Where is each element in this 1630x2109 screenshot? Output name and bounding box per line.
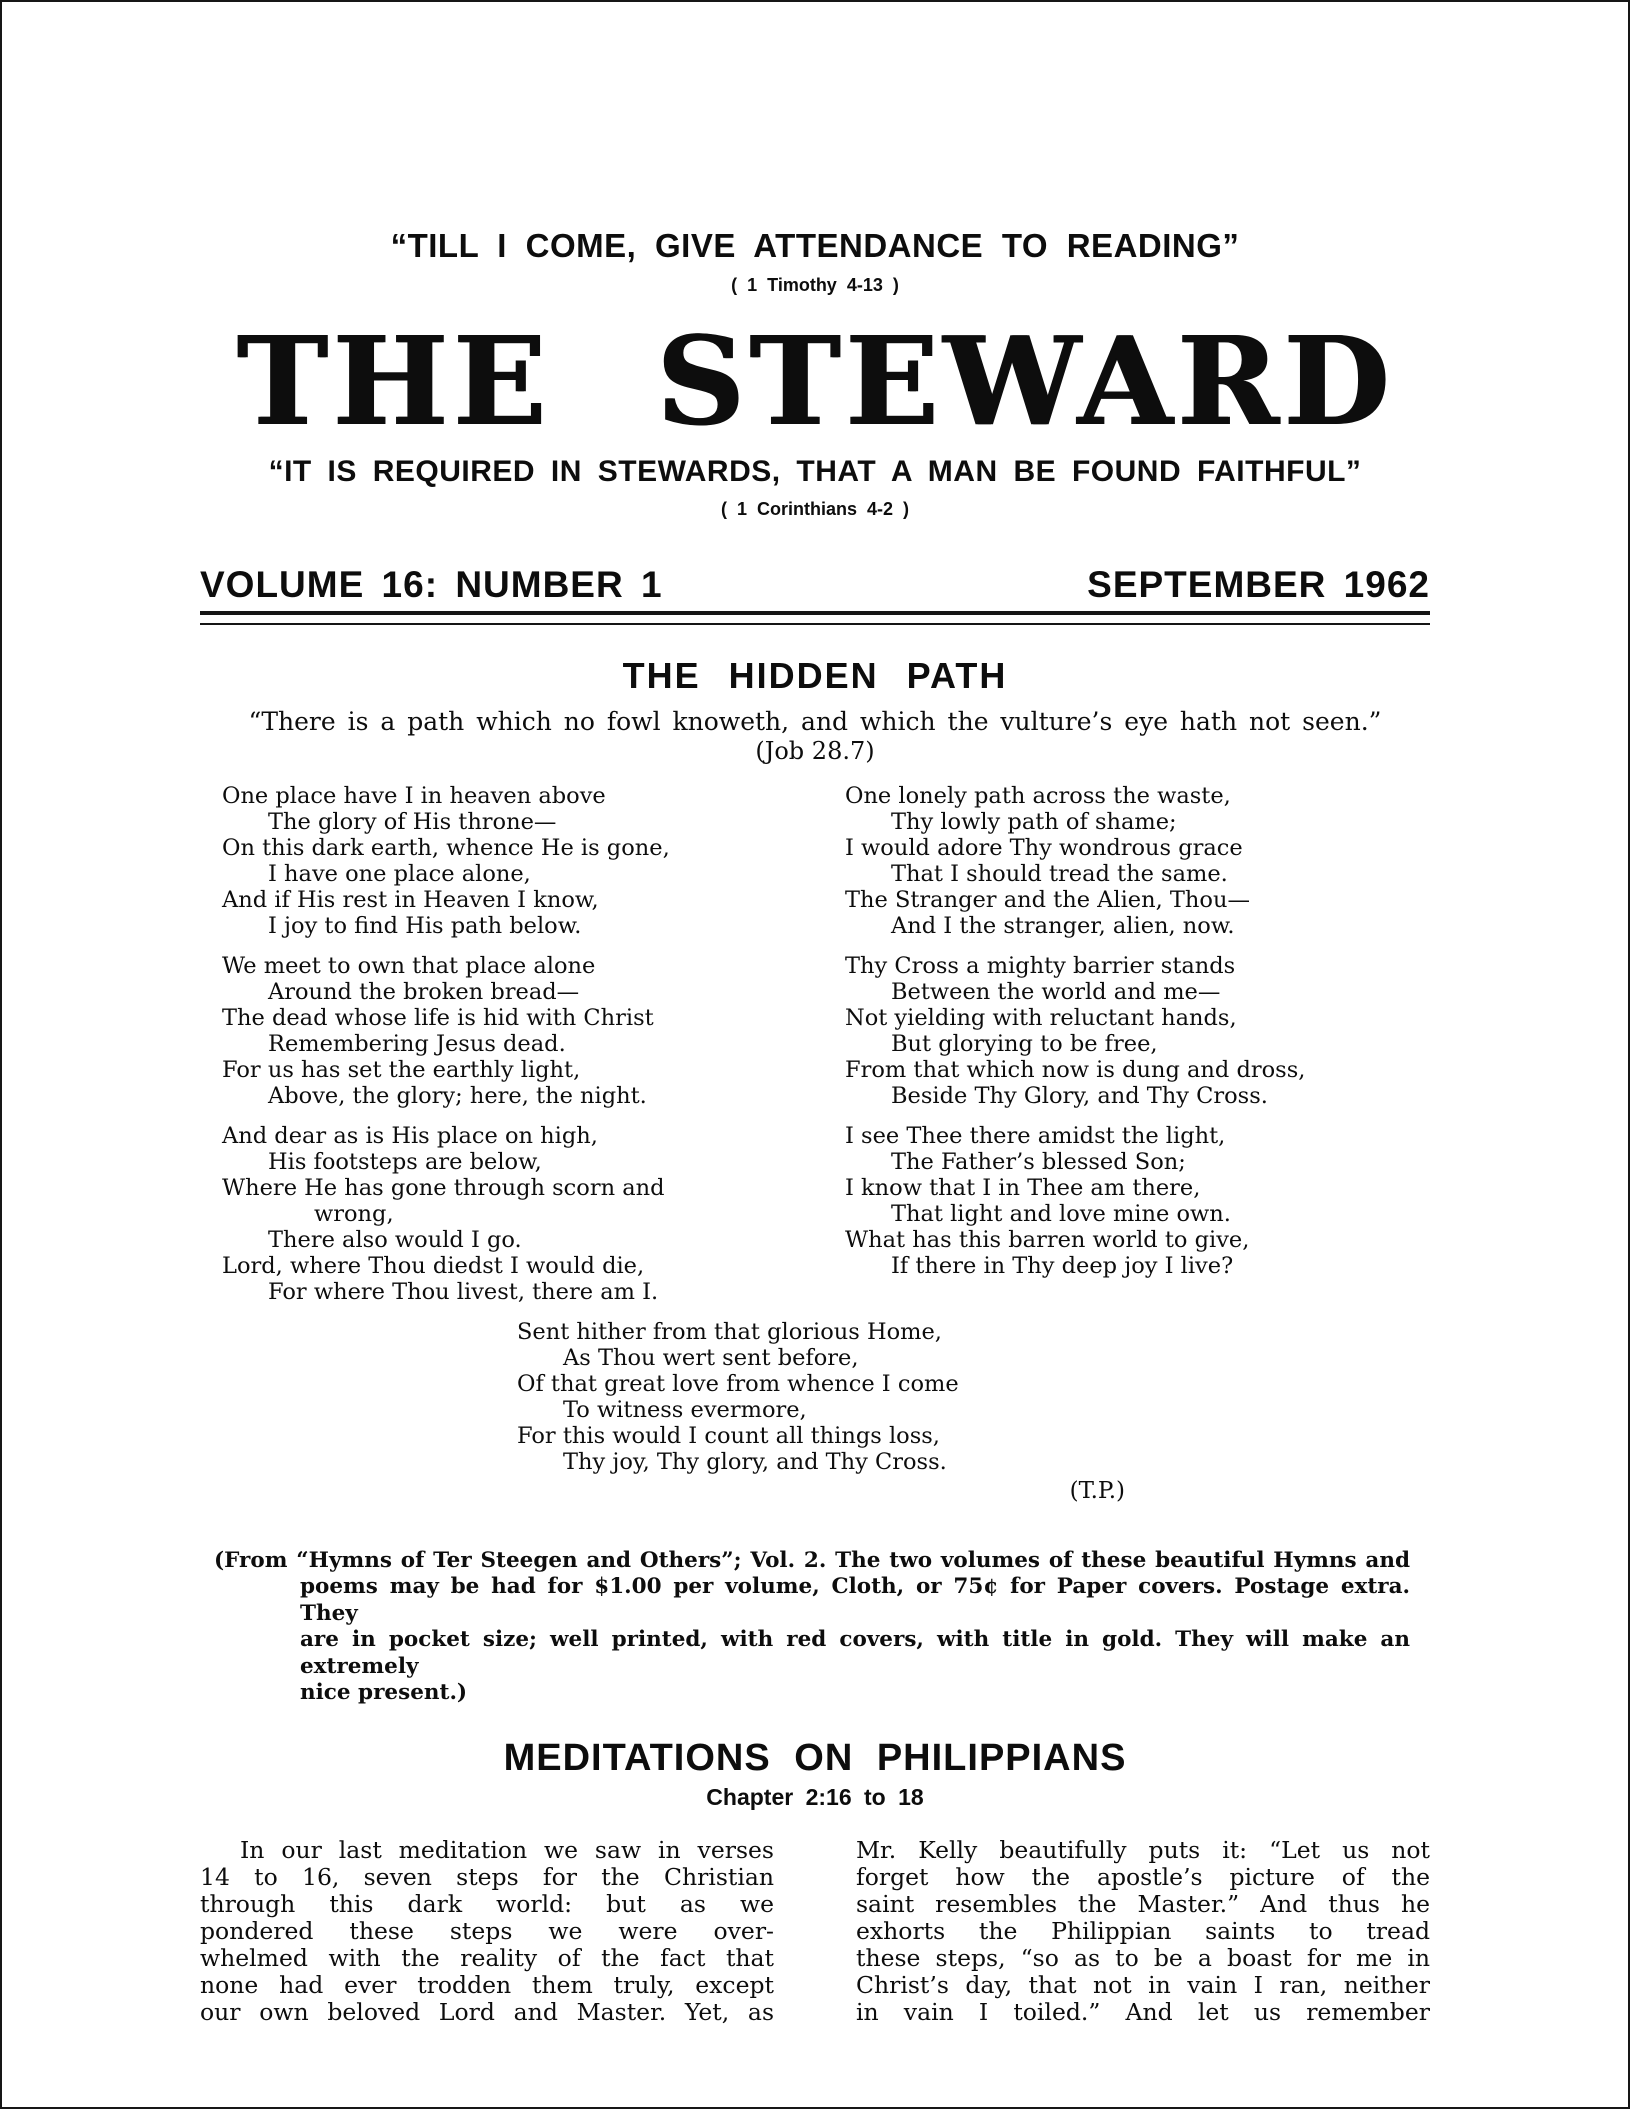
text-line: I would adore Thy wondrous grace xyxy=(845,834,1243,861)
section-title: MEDITATIONS ON PHILIPPIANS xyxy=(503,1736,1127,1779)
text-line: whelmed with the reality of the fact that xyxy=(200,1943,774,1972)
text-line: forget how the apostle’s picture of the xyxy=(856,1862,1430,1891)
text-line: Sent hither from that glorious Home, xyxy=(517,1318,942,1345)
text-line: exhorts the Philippian saints to tread xyxy=(856,1916,1430,1945)
text-line: Beside Thy Glory, and Thy Cross. xyxy=(891,1082,1268,1109)
masthead-title: THE STEWARD xyxy=(236,309,1394,453)
article-title: THE HIDDEN PATH xyxy=(622,654,1008,696)
header-quote: “TILL I COME, GIVE ATTENDANCE TO READING” xyxy=(390,227,1240,264)
article-epigraph: “There is a path which no fowl knoweth, and which the vulture’s eye hath not seen.” xyxy=(248,706,1382,736)
text-line: But glorying to be free, xyxy=(891,1030,1158,1057)
text-line: The glory of His throne— xyxy=(268,808,557,835)
issue-date: SEPTEMBER 1962 xyxy=(1087,563,1430,605)
text-line: poems may be had for $1.00 per volume, Cloth, or 75¢ for Paper covers. Postage extra. They xyxy=(300,1574,1410,1626)
text-line: That I should tread the same. xyxy=(891,860,1228,887)
poem-stanza xyxy=(845,783,1430,939)
text-line: Between the world and me— xyxy=(891,978,1221,1005)
final-stanza-block xyxy=(495,1319,1135,1504)
text-line: One lonely path across the waste, xyxy=(845,782,1231,809)
poem-columns xyxy=(200,783,1430,1305)
text-line: And if His rest in Heaven I know, xyxy=(222,886,599,913)
text-line: Lord, where Thou diedst I would die, xyxy=(222,1252,645,1279)
text-line: saint resembles the Master.” And thus he xyxy=(856,1889,1430,1918)
text-line: Thy lowly path of shame; xyxy=(891,808,1177,835)
meditations-article xyxy=(200,1737,1430,2026)
text-line: We meet to own that place alone xyxy=(222,952,596,979)
meditation-column-right xyxy=(856,1837,1430,2026)
poem-column-right xyxy=(815,783,1430,1305)
text-line: To witness evermore, xyxy=(563,1396,807,1423)
text-line: And I the stranger, alien, now. xyxy=(891,912,1235,939)
text-line: Above, the glory; here, the night. xyxy=(268,1082,647,1109)
text-line: through this dark world: but as we xyxy=(200,1889,774,1918)
poem-stanza xyxy=(222,1123,815,1305)
publisher-footnote xyxy=(214,1548,1410,1707)
text-line: For this would I count all things loss, xyxy=(517,1422,940,1449)
text-line: Thy joy, Thy glory, and Thy Cross. xyxy=(563,1448,947,1475)
volume-number: VOLUME 16: NUMBER 1 xyxy=(200,563,663,605)
text-line: I know that I in Thee am there, xyxy=(845,1174,1201,1201)
hidden-path-article xyxy=(200,655,1430,1707)
text-line: Christ’s day, that not in vain I ran, neither xyxy=(856,1970,1430,1999)
issue-info-row xyxy=(200,564,1430,606)
text-line: That light and love mine own. xyxy=(891,1200,1231,1227)
meditation-column-left xyxy=(200,1837,774,2026)
text-line: The Stranger and the Alien, Thou— xyxy=(845,886,1250,913)
text-line: His footsteps are below, xyxy=(268,1148,542,1175)
header-quote-reference: ( 1 Timothy 4-13 ) xyxy=(731,275,899,295)
chapter-subtitle: Chapter 2:16 to 18 xyxy=(706,1783,924,1810)
text-line: I have one place alone, xyxy=(268,860,531,887)
text-line: As Thou wert sent before, xyxy=(563,1344,859,1371)
text-line: What has this barren world to give, xyxy=(845,1226,1250,1253)
text-line: From that which now is dung and dross, xyxy=(845,1056,1306,1083)
text-line: I joy to find His path below. xyxy=(268,912,582,939)
text-line: For us has set the earthly light, xyxy=(222,1056,581,1083)
text-line: For where Thou livest, there am I. xyxy=(268,1278,659,1305)
text-line: are in pocket size; well printed, with red covers, with title in gold. They will make an extremely xyxy=(300,1627,1410,1679)
text-line: these steps, “so as to be a boast for me in xyxy=(856,1943,1430,1972)
text-line: pondered these steps we were over- xyxy=(200,1916,774,1945)
text-line: In our last meditation we saw in verses xyxy=(240,1835,774,1864)
double-rule-divider xyxy=(200,611,1430,625)
poem-attribution: (T.P.) xyxy=(1069,1477,1125,1504)
text-line: Remembering Jesus dead. xyxy=(268,1030,566,1057)
poem-stanza xyxy=(495,1319,1135,1475)
text-line: wrong, xyxy=(314,1200,394,1227)
text-line: in vain I toiled.” And let us remember xyxy=(856,1997,1430,2026)
poem-stanza xyxy=(222,783,815,939)
subtitle-reference: ( 1 Corinthians 4-2 ) xyxy=(720,498,910,519)
text-line: The dead whose life is hid with Christ xyxy=(222,1004,654,1031)
text-line: our own beloved Lord and Master. Yet, as xyxy=(200,1997,774,2026)
poem-stanza xyxy=(845,1123,1430,1279)
text-line: If there in Thy deep joy I live? xyxy=(891,1252,1234,1279)
text-line: (From “Hymns of Ter Steegen and Others”; Vol. 2. The two volumes of these beautiful Hymns and xyxy=(214,1547,1410,1573)
text-line: Of that great love from whence I come xyxy=(517,1370,959,1397)
poem-stanza xyxy=(845,953,1430,1109)
text-line: And dear as is His place on high, xyxy=(222,1122,598,1149)
poem-stanza xyxy=(222,953,815,1109)
epigraph-reference: (Job 28.7) xyxy=(755,736,875,765)
text-line: Mr. Kelly beautifully puts it: “Let us not xyxy=(856,1835,1430,1864)
text-line: There also would I go. xyxy=(268,1226,522,1253)
text-line: I see Thee there amidst the light, xyxy=(845,1122,1226,1149)
text-line: The Father’s blessed Son; xyxy=(891,1148,1186,1175)
text-line: none had ever trodden them truly, except xyxy=(200,1970,774,1999)
text-line: nice present.) xyxy=(300,1680,468,1706)
masthead-subtitle: “IT IS REQUIRED IN STEWARDS, THAT A MAN BE FOUND FAITHFUL” xyxy=(268,454,1362,488)
text-line: One place have I in heaven above xyxy=(222,782,606,809)
text-line: Where He has gone through scorn and xyxy=(222,1174,665,1201)
poem-column-left xyxy=(200,783,815,1305)
text-line: Not yielding with reluctant hands, xyxy=(845,1004,1237,1031)
text-line: Around the broken bread— xyxy=(268,978,580,1005)
text-line: 14 to 16, seven steps for the Christian xyxy=(200,1862,774,1891)
text-line: Thy Cross a mighty barrier stands xyxy=(845,952,1236,979)
text-line: On this dark earth, whence He is gone, xyxy=(222,834,670,861)
meditation-columns xyxy=(200,1837,1430,2026)
